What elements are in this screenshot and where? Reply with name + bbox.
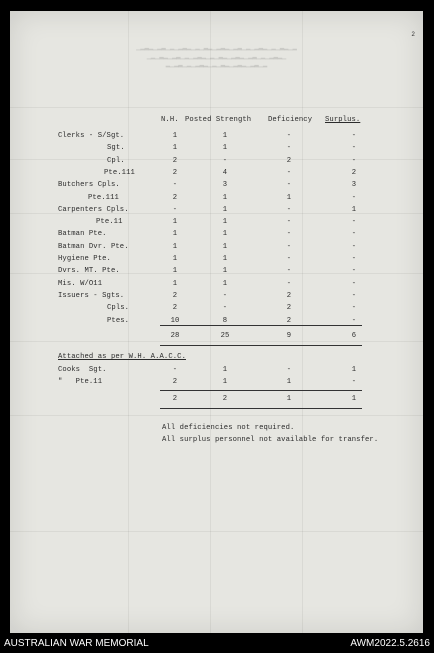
cell-posted: 1 (222, 193, 228, 202)
bleed-through-text: ▁▂▃▂▁▂▃▁▂▁▂▃▂▁▂▁▃▂▁▂▃▂▁▂▃▁▂▁▂▃▂▁▂▁▃▂▁▂ (136, 45, 297, 51)
cell-def: - (286, 168, 292, 177)
cell-posted: 1 (222, 132, 228, 140)
cell-sur: 3 (351, 181, 357, 190)
row-label: Carpenters Cpls. (58, 205, 129, 214)
attached-cell-nh: 2 (172, 378, 178, 386)
ghost-line (10, 415, 423, 416)
cell-nh: 1 (172, 144, 178, 153)
ghost-line (210, 11, 211, 633)
attached-cell-nh: - (172, 366, 178, 374)
header-deficiency: Deficiency (268, 116, 313, 124)
row-label: Mis. W/O11 (58, 279, 103, 288)
cell-def: - (286, 181, 292, 190)
totals-rule-top (160, 325, 362, 326)
header-nh: N.H. (161, 116, 179, 124)
cell-def: - (286, 218, 292, 227)
row-label: Dvrs. MT. Pte. (58, 267, 120, 276)
row-label: Pte.111 (104, 168, 135, 177)
row-label: Hygiene Pte. (58, 255, 111, 263)
cell-nh: 2 (172, 156, 178, 165)
attached-heading: Attached as per W.H. A.A.C.C. (58, 353, 186, 361)
cell-nh: - (172, 181, 178, 190)
totals-rule-bottom (160, 345, 362, 346)
cell-sur: - (351, 156, 357, 165)
corner-mark: 2 (411, 31, 415, 38)
total-posted: 25 (220, 332, 230, 340)
cell-def: - (286, 230, 292, 239)
cell-posted: 1 (222, 230, 228, 239)
row-label: Sgt. (107, 144, 125, 153)
cell-def: 2 (286, 304, 292, 313)
attached-rule-bottom (160, 408, 362, 409)
attached-cell-def: 1 (286, 378, 292, 386)
cell-sur: - (351, 230, 357, 239)
total-deficiency: 9 (286, 332, 292, 340)
cell-nh: 1 (172, 218, 178, 227)
cell-posted: - (222, 156, 228, 165)
ghost-line (302, 11, 303, 633)
row-label: Issuers - Sgts. (58, 291, 125, 300)
cell-sur: - (351, 242, 357, 251)
total-surplus: 6 (351, 332, 357, 340)
cell-sur: - (351, 316, 357, 325)
cell-sur: - (351, 255, 357, 263)
cell-posted: 1 (222, 279, 228, 288)
cell-def: - (286, 279, 292, 288)
cell-nh: 1 (172, 132, 178, 140)
row-label: Butchers Cpls. (58, 181, 120, 190)
cell-nh: 2 (172, 304, 178, 313)
cell-sur: - (351, 218, 357, 227)
row-label: Pte.111 (88, 193, 119, 202)
cell-posted: 1 (222, 267, 228, 276)
cell-def: - (286, 144, 292, 153)
row-label: Batman Dvr. Pte. (58, 242, 129, 251)
bleed-through-text: ▂▁▂▃▁▂▁▂▃▂▁▂▁▃▂▁▂▃▂▁▂▃▁▂ (165, 62, 268, 68)
cell-posted: - (222, 304, 228, 313)
cell-posted: 1 (222, 242, 228, 251)
cell-posted: 8 (222, 316, 228, 325)
attached-row-label: Cooks Sgt. (58, 366, 107, 374)
cell-nh: - (172, 205, 178, 214)
cell-sur: - (351, 267, 357, 276)
attached-total-surplus: 1 (351, 395, 357, 403)
row-label: Clerks - S/Sgt. (58, 132, 125, 140)
ghost-line (10, 107, 423, 108)
total-nh: 28 (170, 332, 180, 340)
attached-cell-sur: 1 (351, 366, 357, 374)
archive-credit: AUSTRALIAN WAR MEMORIAL (4, 638, 149, 649)
row-label: Pte.11 (96, 218, 123, 227)
cell-sur: 2 (351, 168, 357, 177)
cell-sur: 1 (351, 205, 357, 214)
attached-cell-def: - (286, 366, 292, 374)
cell-posted: 1 (222, 255, 228, 263)
cell-nh: 10 (170, 316, 180, 325)
cell-posted: - (222, 291, 228, 300)
cell-nh: 1 (172, 242, 178, 251)
cell-sur: - (351, 291, 357, 300)
cell-posted: 4 (222, 168, 228, 177)
attached-cell-posted: 1 (222, 378, 228, 386)
note-deficiencies: All deficiencies not required. (162, 424, 295, 432)
cell-posted: 1 (222, 218, 228, 227)
cell-nh: 2 (172, 291, 178, 300)
note-surplus: All surplus personnel not available for transfer. (162, 436, 379, 444)
cell-nh: 1 (172, 230, 178, 239)
archive-reference: AWM2022.5.2616 (350, 638, 430, 649)
cell-def: 2 (286, 316, 292, 325)
cell-sur: - (351, 144, 357, 153)
cell-nh: 1 (172, 279, 178, 288)
attached-total-deficiency: 1 (286, 395, 292, 403)
header-posted-strength: Posted Strength (185, 116, 252, 124)
attached-rule-top (160, 390, 362, 391)
row-label: Cpl. (107, 156, 125, 165)
row-label: Batman Pte. (58, 230, 107, 239)
cell-posted: 1 (222, 144, 228, 153)
attached-cell-posted: 1 (222, 366, 228, 374)
cell-sur: - (351, 132, 357, 140)
cell-def: - (286, 132, 292, 140)
cell-def: - (286, 267, 292, 276)
cell-def: 2 (286, 291, 292, 300)
cell-def: 2 (286, 156, 292, 165)
attached-row-label: " Pte.11 (58, 378, 103, 386)
cell-nh: 2 (172, 168, 178, 177)
cell-posted: 1 (222, 205, 228, 214)
ghost-line (10, 341, 423, 342)
cell-sur: - (351, 193, 357, 202)
attached-total-nh: 2 (172, 395, 178, 403)
cell-sur: - (351, 279, 357, 288)
cell-def: - (286, 205, 292, 214)
cell-def: - (286, 242, 292, 251)
cell-nh: 1 (172, 267, 178, 276)
attached-cell-sur: - (351, 378, 357, 386)
cell-nh: 2 (172, 193, 178, 202)
cell-sur: - (351, 304, 357, 313)
cell-posted: 3 (222, 181, 228, 190)
attached-total-posted: 2 (222, 395, 228, 403)
row-label: Ptes. (107, 316, 130, 325)
ghost-line (10, 531, 423, 532)
cell-def: - (286, 255, 292, 263)
bleed-through-text: ▁▂▁▃▂▁▂▃▁▂▁▂▃▂▁▂▁▃▂▁▂▃▂▁▂▃▁▂▁▂▃▂▁ (146, 54, 287, 60)
cell-def: 1 (286, 193, 292, 202)
cell-nh: 1 (172, 255, 178, 263)
row-label: Cpls. (107, 304, 130, 313)
header-surplus: Surplus. (325, 116, 361, 124)
